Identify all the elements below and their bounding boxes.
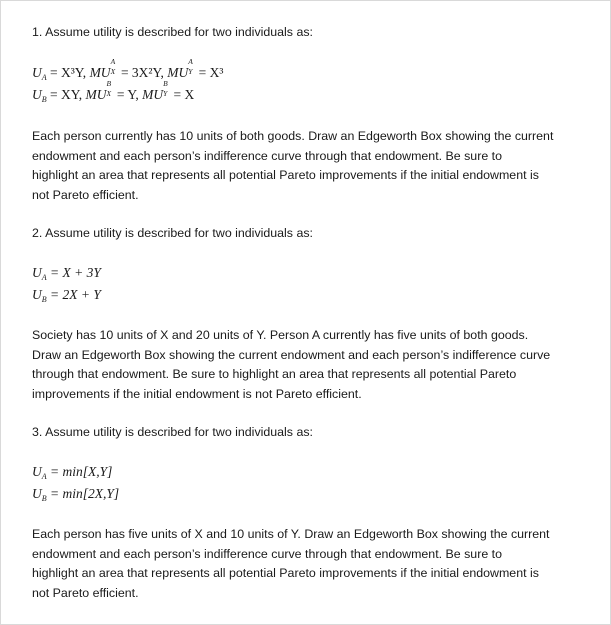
- q1-muya-indices: [188, 57, 195, 77]
- q3-ub-subscript: B: [41, 494, 47, 503]
- q1-ua-rhs: = X³Y,: [46, 65, 90, 80]
- q2-ub-subscript: B: [41, 295, 47, 304]
- q2-body-line: through that endowment. Be sure to highlight an area that represents all potential Pareto: [32, 367, 517, 382]
- q1-ua-symbol: U: [32, 65, 42, 80]
- q1-muxb-rhs: = Y,: [113, 87, 143, 102]
- q2-ub-symbol: U: [32, 287, 42, 302]
- q1-muxa-sub: X: [110, 67, 116, 76]
- q2-equation-a: [32, 263, 101, 282]
- q3-heading: 3. Assume utility is described for two individuals as:: [32, 425, 313, 439]
- q1-muya-sub: Y: [188, 67, 193, 76]
- q1-equation-a: [32, 57, 224, 82]
- q3-ua-symbol: U: [32, 464, 42, 479]
- q2-ua-subscript: A: [41, 273, 47, 282]
- q1-heading: 1. Assume utility is described for two individuals as:: [32, 25, 313, 39]
- q3-ub-rhs: = min[2X,Y]: [46, 486, 120, 501]
- q2-ub-rhs: = 2X + Y: [46, 287, 101, 302]
- q3-body-line: not Pareto efficient.: [32, 585, 139, 600]
- q1-muxa-rhs: = 3X²Y,: [117, 65, 168, 80]
- q1-ub-symbol: U: [32, 87, 42, 102]
- q1-muya-rhs: = X³: [195, 65, 224, 80]
- q1-muya-sup: A: [188, 57, 193, 66]
- q3-body-line: highlight an area that represents all potential Pareto improvements if the initial endowment is: [32, 566, 539, 581]
- q3-ub-symbol: U: [32, 486, 42, 501]
- q1-body-line: not Pareto efficient.: [32, 187, 139, 202]
- q2-ua-rhs: = X + 3Y: [46, 265, 101, 280]
- q1-muxb-sub: X: [106, 89, 112, 98]
- q1-muyb-sub: Y: [163, 89, 168, 98]
- q1-muxa-symbol: MU: [89, 65, 111, 80]
- q1-muyb-symbol: MU: [142, 87, 164, 102]
- q3-body-line: endowment and each person’s indifference curve through that endowment. Be sure to: [32, 546, 502, 561]
- q1-ub-subscript: B: [41, 95, 47, 104]
- q1-body-line: Each person currently has 10 units of both goods. Draw an Edgeworth Box showing the current: [32, 129, 554, 143]
- q1-muxa-indices: [110, 57, 118, 77]
- q3-ua-subscript: A: [41, 472, 47, 481]
- q2-equation-b: [32, 285, 101, 304]
- q2-body: [32, 326, 592, 404]
- q1-equation-b: [32, 79, 195, 104]
- q1-muyb-indices: [163, 79, 170, 99]
- q3-equation-a: [32, 462, 112, 481]
- q1-ub-rhs: = XY,: [46, 87, 86, 102]
- q1-muya-symbol: MU: [167, 65, 189, 80]
- q1-body: [32, 127, 592, 205]
- q1-muxa-sup: A: [110, 57, 116, 66]
- q2-ua-symbol: U: [32, 265, 42, 280]
- q1-ua-subscript: A: [41, 73, 47, 82]
- q1-muxb-symbol: MU: [85, 87, 107, 102]
- q2-body-line: improvements if the initial endowment is not Pareto efficient.: [32, 386, 362, 401]
- q3-body: [32, 525, 592, 603]
- q1-body-line: endowment and each person’s indifference curve through that endowment. Be sure to: [32, 148, 502, 163]
- q3-ua-rhs: = min[X,Y]: [46, 464, 113, 479]
- q1-muyb-sup: B: [163, 79, 168, 88]
- q1-body-line: highlight an area that represents all potential Pareto improvements if the initial endowment is: [32, 168, 539, 183]
- q2-body-line: Draw an Edgeworth Box showing the current endowment and each person’s indifference curve: [32, 347, 551, 362]
- q3-body-line: Each person has five units of X and 10 units of Y. Draw an Edgeworth Box showing the current: [32, 527, 550, 541]
- q1-muxb-sup: B: [106, 79, 112, 88]
- q2-body-line: Society has 10 units of X and 20 units of Y. Person A currently has five units of both goods.: [32, 328, 529, 342]
- q1-muxb-indices: [106, 79, 114, 99]
- q2-heading: 2. Assume utility is described for two individuals as:: [32, 226, 313, 240]
- q1-muyb-rhs: = X: [170, 87, 195, 102]
- q3-equation-b: [32, 484, 119, 503]
